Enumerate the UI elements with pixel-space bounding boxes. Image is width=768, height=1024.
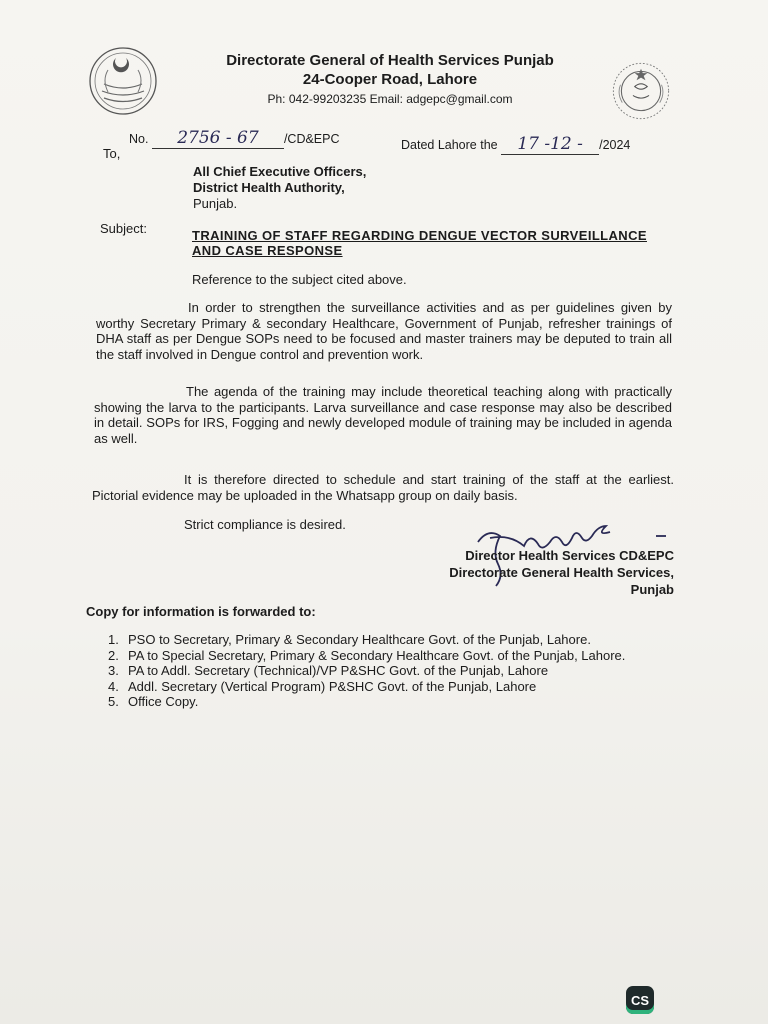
list-item-number: 1.: [108, 632, 119, 647]
list-item: [100, 632, 660, 648]
signatory-office: Directorate General Health Services,: [449, 565, 674, 580]
copy-list: [100, 632, 660, 710]
reference-no-label: No.: [129, 132, 149, 146]
signatory-region: Punjab: [630, 582, 674, 597]
signatory-title: Director Health Services CD&EPC: [465, 548, 674, 563]
list-item-number: 5.: [108, 694, 119, 709]
compliance-note: Strict compliance is desired.: [184, 517, 346, 532]
date-label: Dated Lahore the: [401, 138, 498, 152]
camscanner-logo-icon: CS: [626, 986, 654, 1014]
reference-date: [401, 134, 630, 155]
subject-text: TRAINING OF STAFF REGARDING DENGUE VECTOR SURVEILLANCE AND CASE RESPONSE: [192, 228, 647, 258]
list-item: [100, 679, 660, 695]
list-item-text: PA to Special Secretary, Primary & Secondary Healthcare Govt. of the Punjab, Lahore.: [128, 647, 626, 663]
signature-block: [449, 547, 674, 598]
letterhead-address: 24-Cooper Road, Lahore: [302, 71, 478, 88]
letterhead-contact: Ph: 042-99203235 Email: adgepc@gmail.com: [267, 92, 513, 106]
list-item: [100, 648, 660, 664]
reference-number: [129, 128, 340, 149]
list-item-number: 4.: [108, 678, 119, 694]
reference-no-value: 2756 - 67: [152, 128, 284, 149]
copy-heading: Copy for information is forwarded to:: [86, 604, 316, 619]
addressee-line: District Health Authority,: [193, 180, 345, 195]
reference-no-suffix: /CD&EPC: [283, 132, 340, 146]
list-item-text: Office Copy.: [128, 694, 199, 709]
letterhead-title: Directorate General of Health Services Punjab: [226, 52, 554, 69]
list-item-text: Addl. Secretary (Vertical Program) P&SHC Govt. of the Punjab, Lahore: [128, 678, 537, 694]
list-item-number: 3.: [108, 663, 119, 678]
list-item-number: 2.: [108, 647, 119, 663]
subject-label: Subject:: [100, 221, 147, 236]
body-paragraph: In order to strengthen the surveillance activities and as per guidelines given by worthy Secretary Primary & secondary Healthcare, Government of Punjab, refresher trainings of DHA staff as per Dengue SOPs need to be focused and master trainers may be deputed to train all the staff involved in Dengue control and prevention work.: [96, 300, 672, 362]
list-item-text: PSO to Secretary, Primary & Secondary Healthcare Govt. of the Punjab, Lahore.: [128, 632, 591, 647]
body-paragraph: The agenda of the training may include theoretical teaching along with practically showing the larva to the participants. Larva surveillance and case response may also be described in detail. SOPs for IRS, Fogging and newly developed module of training may be included in agenda as well.: [94, 384, 672, 446]
punjab-emblem-icon: [86, 44, 160, 118]
body-paragraph: It is therefore directed to schedule and start training of the staff at the earliest. Pictorial evidence may be uploaded in the Whatsapp group on daily basis.: [92, 472, 674, 503]
addressee-line: Punjab.: [193, 196, 238, 211]
addressee-block: [193, 164, 366, 212]
list-item-text: PA to Addl. Secretary (Technical)/VP P&SHC Govt. of the Punjab, Lahore: [128, 663, 549, 678]
list-item: [100, 663, 660, 679]
date-value: 17 -12 -: [501, 134, 599, 155]
list-item: [100, 694, 660, 710]
date-year: /2024: [599, 138, 631, 152]
addressee-line: All Chief Executive Officers,: [193, 164, 367, 179]
body-paragraph: Reference to the subject cited above.: [192, 272, 407, 287]
health-department-seal-icon: [608, 58, 674, 124]
to-label: To,: [103, 146, 121, 161]
